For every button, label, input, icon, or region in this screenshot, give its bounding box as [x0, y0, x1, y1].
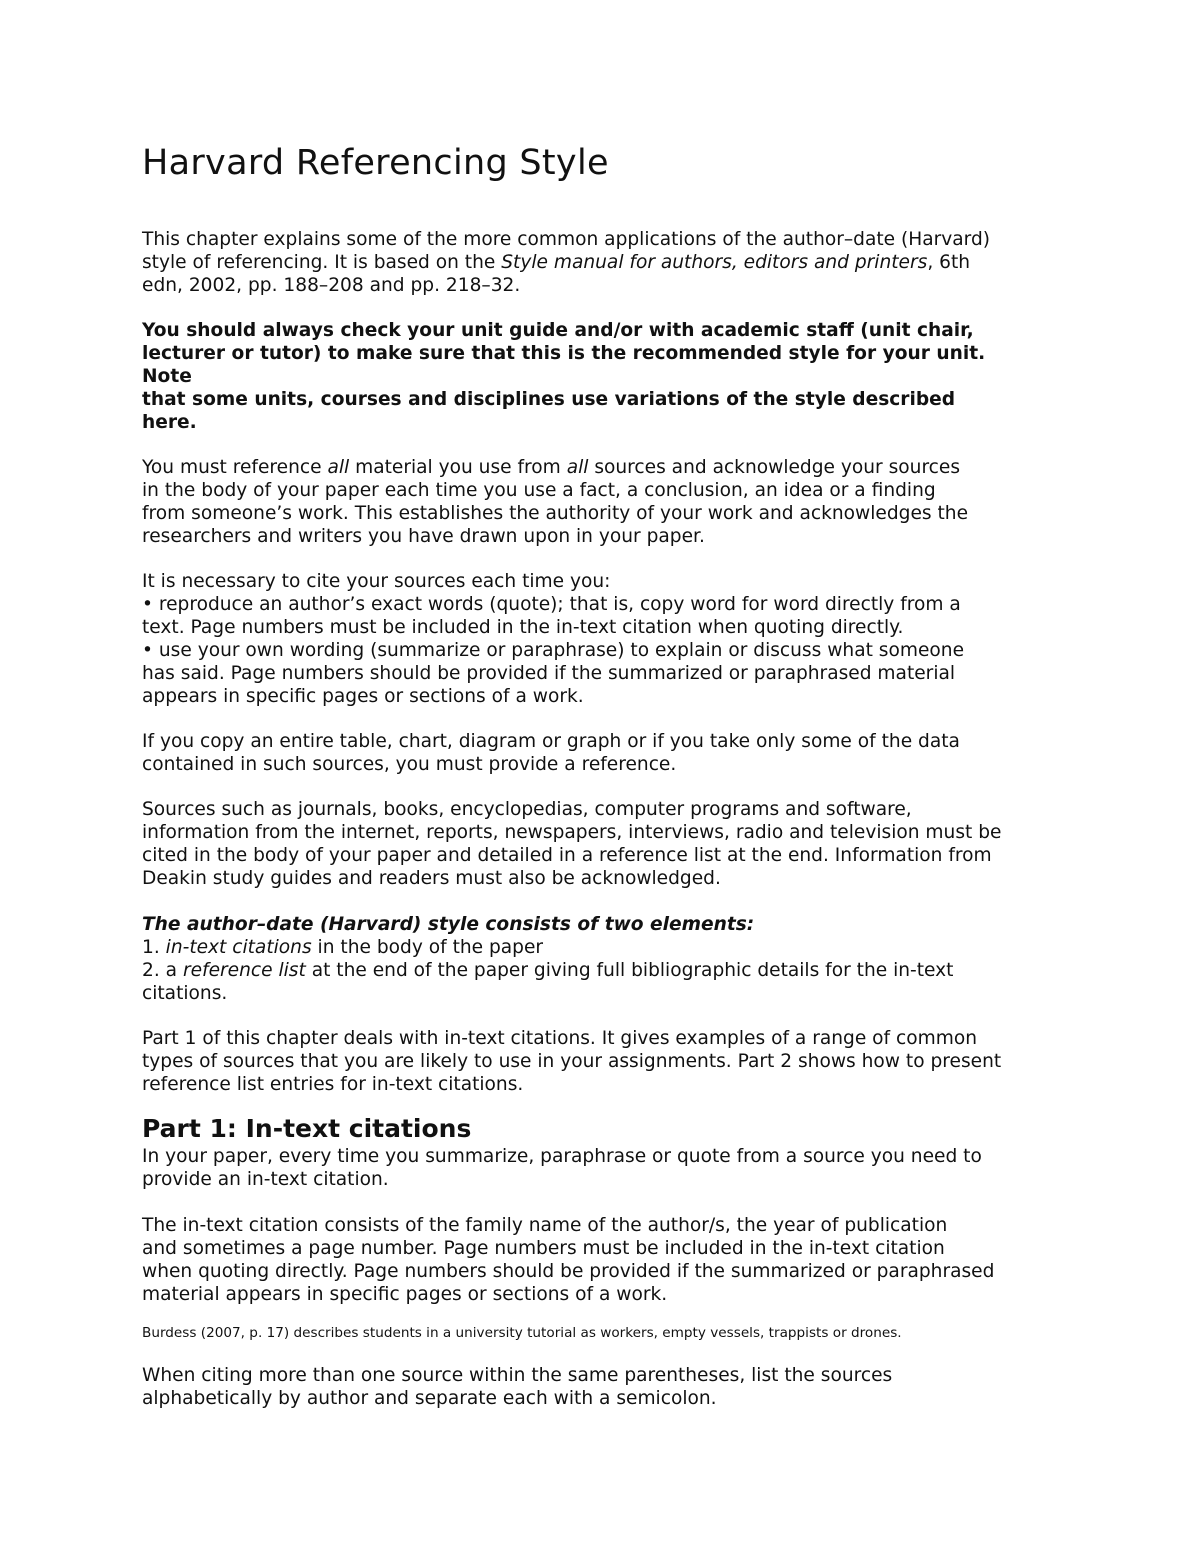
elements-item-2-continued: citations. [142, 983, 228, 1004]
sources-line: Deakin study guides and readers must also be acknowledged. [142, 868, 721, 889]
part1-paragraph-1 [142, 1145, 982, 1191]
cite-bullet-line: • use your own wording (summarize or paraphrase) to explain or discuss what someone [142, 640, 965, 661]
elements-heading: The author–date (Harvard) style consists of two elements: [142, 914, 755, 935]
part1-line: alphabetically by author and separate each with a semicolon. [142, 1388, 717, 1409]
reference-line [142, 456, 968, 479]
emphasis-text: all [566, 457, 589, 478]
intro-text: , 6th [927, 252, 971, 273]
cite-bullet-line: • reproduce an author’s exact words (quote); that is, copy word for word directly from a [142, 594, 961, 615]
reference-text: material you use from [349, 457, 567, 478]
item-number: 2. a [142, 960, 183, 981]
emphasis-text: all [327, 457, 350, 478]
part1-line: material appears in specific pages or sections of a work. [142, 1284, 668, 1305]
sources-line: information from the internet, reports, newspapers, interviews, radio and television must be [142, 822, 1002, 843]
notice-line: Note [142, 366, 192, 387]
cite-line: has said. Page numbers should be provided if the summarized or paraphrased material [142, 663, 956, 684]
citation-example: Burdess (2007, p. 17) describes students in a university tutorial as workers, empty vessels, trappists or drones. [142, 1325, 902, 1341]
document-title: Harvard Referencing Style [142, 143, 609, 183]
reference-line: from someone’s work. This establishes the authority of your work and acknowledges the [142, 503, 969, 524]
item-number: 1. [142, 937, 166, 958]
copy-line: If you copy an entire table, chart, diagram or graph or if you take only some of the data [142, 731, 960, 752]
term-in-text-citations: in-text citations [165, 937, 312, 958]
item-text: at the end of the paper giving full bibliographic details for the in-text [305, 960, 954, 981]
style-manual-title: Style manual for authors, editors and printers [501, 252, 928, 273]
part1-paragraph-2 [142, 1214, 994, 1306]
sources-line: cited in the body of your paper and detailed in a reference list at the end. Information from [142, 845, 992, 866]
part1-heading: Part 1: In-text citations [142, 1114, 472, 1143]
notice-line: You should always check your unit guide and/or with academic staff (unit chair, [142, 320, 974, 341]
part1-line: provide an in-text citation. [142, 1169, 389, 1190]
notice-line: here. [142, 412, 197, 433]
notice-paragraph [142, 319, 985, 434]
intro-line: edn, 2002, pp. 188–208 and pp. 218–32. [142, 275, 521, 296]
reference-text: sources and acknowledge your sources [588, 457, 961, 478]
elements-item-2 [142, 959, 953, 982]
cite-line: text. Page numbers must be included in the in-text citation when quoting directly. [142, 617, 904, 638]
elements-paragraph [142, 913, 953, 1005]
elements-item-1 [142, 936, 953, 959]
sources-paragraph [142, 798, 1001, 890]
copy-line: contained in such sources, you must provide a reference. [142, 754, 677, 775]
part-intro-line: Part 1 of this chapter deals with in-text citations. It gives examples of a range of common [142, 1028, 977, 1049]
sources-line: Sources such as journals, books, encyclopedias, computer programs and software, [142, 799, 912, 820]
notice-line: that some units, courses and disciplines use variations of the style described [142, 389, 956, 410]
reference-line: in the body of your paper each time you use a fact, a conclusion, an idea or a finding [142, 480, 936, 501]
part1-line: and sometimes a page number. Page numbers must be included in the in-text citation [142, 1238, 945, 1259]
cite-paragraph [142, 570, 964, 708]
reference-paragraph [142, 456, 968, 548]
part1-line: when quoting directly. Page numbers should be provided if the summarized or paraphrased [142, 1261, 995, 1282]
intro-line: This chapter explains some of the more common applications of the author–date (Harvard) [142, 229, 991, 250]
part-intro-line: reference list entries for in-text citations. [142, 1074, 524, 1095]
part-intro-line: types of sources that you are likely to use in your assignments. Part 2 shows how to present [142, 1051, 1002, 1072]
part-intro-paragraph [142, 1027, 1001, 1096]
intro-text: style of referencing. It is based on the [142, 252, 502, 273]
intro-paragraph [142, 228, 990, 297]
notice-line: lecturer or tutor) to make sure that this is the recommended style for your unit. [142, 343, 986, 364]
copy-paragraph [142, 730, 960, 776]
intro-line [142, 251, 990, 274]
reference-text: You must reference [142, 457, 328, 478]
part1-line: In your paper, every time you summarize, paraphrase or quote from a source you need to [142, 1146, 982, 1167]
part1-line: The in-text citation consists of the family name of the author/s, the year of publication [142, 1215, 948, 1236]
reference-line: researchers and writers you have drawn upon in your paper. [142, 526, 705, 547]
item-text: in the body of the paper [311, 937, 544, 958]
cite-line: appears in specific pages or sections of a work. [142, 686, 584, 707]
cite-line: It is necessary to cite your sources each time you: [142, 571, 611, 592]
part1-paragraph-3 [142, 1364, 892, 1410]
part1-line: When citing more than one source within the same parentheses, list the sources [142, 1365, 893, 1386]
term-reference-list: reference list [182, 960, 306, 981]
